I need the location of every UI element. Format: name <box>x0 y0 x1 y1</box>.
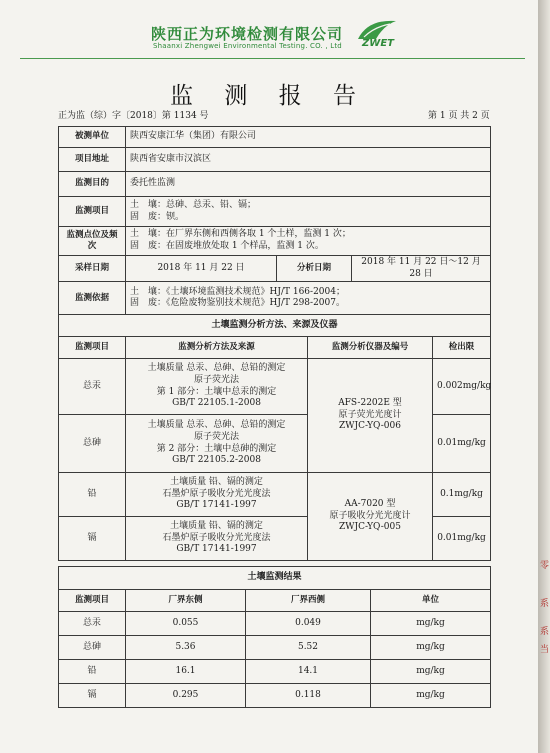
result-east: 5.36 <box>126 636 246 660</box>
items-line: 土 壤：总砷、总汞、铅、镉； <box>130 199 257 210</box>
info-row-purpose <box>59 172 491 197</box>
methods-header-cell: 监测项目 <box>59 337 126 359</box>
info-row-address <box>59 148 491 172</box>
method-line: GB/T 22105.2-2008 <box>172 455 261 466</box>
result-east: 0.295 <box>126 684 246 708</box>
result-item: 铅 <box>59 660 126 684</box>
document-number: 正为监（综）字〔2018〕第 1134 号 <box>58 111 209 121</box>
table-row <box>59 359 491 415</box>
items-label: 监测项目 <box>59 197 126 227</box>
method-line: 土壤质量 铅、镉的测定 <box>170 520 263 531</box>
method-line: 第 1 部分：土壤中总汞的测定 <box>156 386 277 397</box>
method-item: 总砷 <box>59 415 126 473</box>
result-west: 0.118 <box>246 684 371 708</box>
edge-fragment: 系 <box>540 599 550 609</box>
result-item: 镉 <box>59 684 126 708</box>
instrument-line: 原子荧光光度计 <box>338 409 402 420</box>
table-row <box>59 636 491 660</box>
instrument-line: ZWJC-YQ-005 <box>339 522 401 533</box>
method-item: 镉 <box>59 517 126 561</box>
method-line: GB/T 17141-1997 <box>176 544 257 555</box>
result-unit: mg/kg <box>371 684 491 708</box>
method-limit: 0.002mg/kg <box>433 359 491 415</box>
points-line: 固 废：在固废堆放处取 1 个样品，监测 1 次。 <box>130 241 324 251</box>
table-row <box>59 684 491 708</box>
method-text <box>126 359 308 415</box>
basis-line: 固 废：《危险废物鉴别技术规范》HJ/T 298-2007。 <box>130 298 345 309</box>
results-header-cell: 单位 <box>371 590 491 612</box>
basis-label: 监测依据 <box>59 282 126 315</box>
instrument-line: AFS-2202E 型 <box>338 397 402 408</box>
method-limit: 0.01mg/kg <box>433 517 491 561</box>
points-line: 土 壤：在厂界东侧和西侧各取 1 个土样，监测 1 次； <box>130 229 351 240</box>
table-row <box>59 612 491 636</box>
result-unit: mg/kg <box>371 612 491 636</box>
page-edge <box>538 0 550 753</box>
items-value <box>126 197 491 227</box>
method-text <box>126 517 308 561</box>
method-text <box>126 415 308 473</box>
instrument-cell <box>308 473 433 561</box>
logo-wordmark: ZWET <box>362 38 394 49</box>
items-line: 固 废：钡。 <box>130 211 185 222</box>
instrument-line: AA-7020 型 <box>344 498 396 509</box>
page-number: 第 1 页 共 2 页 <box>428 111 490 121</box>
info-row-items <box>59 197 491 227</box>
method-line: GB/T 22105.1-2008 <box>172 398 261 409</box>
results-table <box>58 566 491 708</box>
instrument-cell <box>308 359 433 473</box>
results-header-row <box>59 590 491 612</box>
result-west: 14.1 <box>246 660 371 684</box>
info-row-points <box>59 227 491 256</box>
table-row <box>59 473 491 517</box>
result-west: 0.049 <box>246 612 371 636</box>
sample-date-label: 采样日期 <box>59 256 126 282</box>
unit-label: 被测单位 <box>59 127 126 148</box>
methods-table <box>58 314 491 561</box>
info-row-unit <box>59 127 491 148</box>
edge-fragment: 当 <box>540 645 550 655</box>
method-item: 铅 <box>59 473 126 517</box>
points-label: 监测点位及频次 <box>59 227 126 256</box>
method-line: 土壤质量 总汞、总砷、总铅的测定 <box>147 363 286 374</box>
method-text <box>126 473 308 517</box>
results-section-title: 土壤监测结果 <box>59 567 491 590</box>
sample-date-value: 2018 年 11 月 22 日 <box>126 256 277 282</box>
methods-header-cell: 检出限 <box>433 337 491 359</box>
method-line: GB/T 17141-1997 <box>176 500 257 511</box>
result-unit: mg/kg <box>371 636 491 660</box>
basis-line: 土 壤：《土壤环境监测技术规范》HJ/T 166-2004； <box>130 286 345 297</box>
analysis-date-label: 分析日期 <box>277 256 352 282</box>
edge-fragment: 零 <box>540 561 550 571</box>
points-value <box>126 227 491 256</box>
method-limit: 0.01mg/kg <box>433 415 491 473</box>
methods-section-row <box>59 315 491 337</box>
report-title: 监 测 报 告 <box>170 83 368 109</box>
company-name-cn: 陕西正为环境检测有限公司 <box>151 25 344 43</box>
method-line: 土壤质量 总汞、总砷、总铅的测定 <box>147 420 286 431</box>
instrument-line: ZWJC-YQ-006 <box>339 421 401 432</box>
method-limit: 0.1mg/kg <box>433 473 491 517</box>
address-label: 项目地址 <box>59 148 126 172</box>
result-item: 总汞 <box>59 612 126 636</box>
method-line: 第 2 部分：土壤中总砷的测定 <box>156 443 277 454</box>
header-divider <box>20 58 525 59</box>
result-unit: mg/kg <box>371 660 491 684</box>
results-section-row <box>59 567 491 590</box>
result-east: 16.1 <box>126 660 246 684</box>
method-line: 原子荧光法 <box>193 431 239 442</box>
result-west: 5.52 <box>246 636 371 660</box>
instrument-line: 原子吸收分光光度计 <box>329 510 411 521</box>
analysis-date-value: 2018 年 11 月 22 日～12 月 28 日 <box>352 256 491 282</box>
info-row-basis <box>59 282 491 315</box>
method-line: 土壤质量 铅、镉的测定 <box>170 476 263 487</box>
unit-value: 陕西安康江华（集团）有限公司 <box>126 127 491 148</box>
results-header-cell: 厂界西侧 <box>246 590 371 612</box>
info-table <box>58 126 491 315</box>
methods-header-cell: 监测分析仪器及编号 <box>308 337 433 359</box>
methods-header-cell: 监测分析方法及来源 <box>126 337 308 359</box>
edge-fragment: 系 <box>540 627 550 637</box>
basis-value <box>126 282 491 315</box>
methods-header-row <box>59 337 491 359</box>
results-header-cell: 厂界东侧 <box>126 590 246 612</box>
method-line: 石墨炉原子吸收分光光度法 <box>162 488 271 499</box>
company-name-en: Shaanxi Zhengwei Environmental Testing. CO. , Ltd <box>153 42 342 50</box>
method-line: 原子荧光法 <box>193 374 239 385</box>
result-east: 0.055 <box>126 612 246 636</box>
purpose-label: 监测目的 <box>59 172 126 197</box>
method-line: 石墨炉原子吸收分光光度法 <box>162 532 271 543</box>
address-value: 陕西省安康市汉滨区 <box>126 148 491 172</box>
info-row-dates <box>59 256 491 282</box>
purpose-value: 委托性监测 <box>126 172 491 197</box>
method-item: 总汞 <box>59 359 126 415</box>
result-item: 总砷 <box>59 636 126 660</box>
table-row <box>59 660 491 684</box>
methods-section-title: 土壤监测分析方法、来源及仪器 <box>59 315 491 337</box>
results-header-cell: 监测项目 <box>59 590 126 612</box>
